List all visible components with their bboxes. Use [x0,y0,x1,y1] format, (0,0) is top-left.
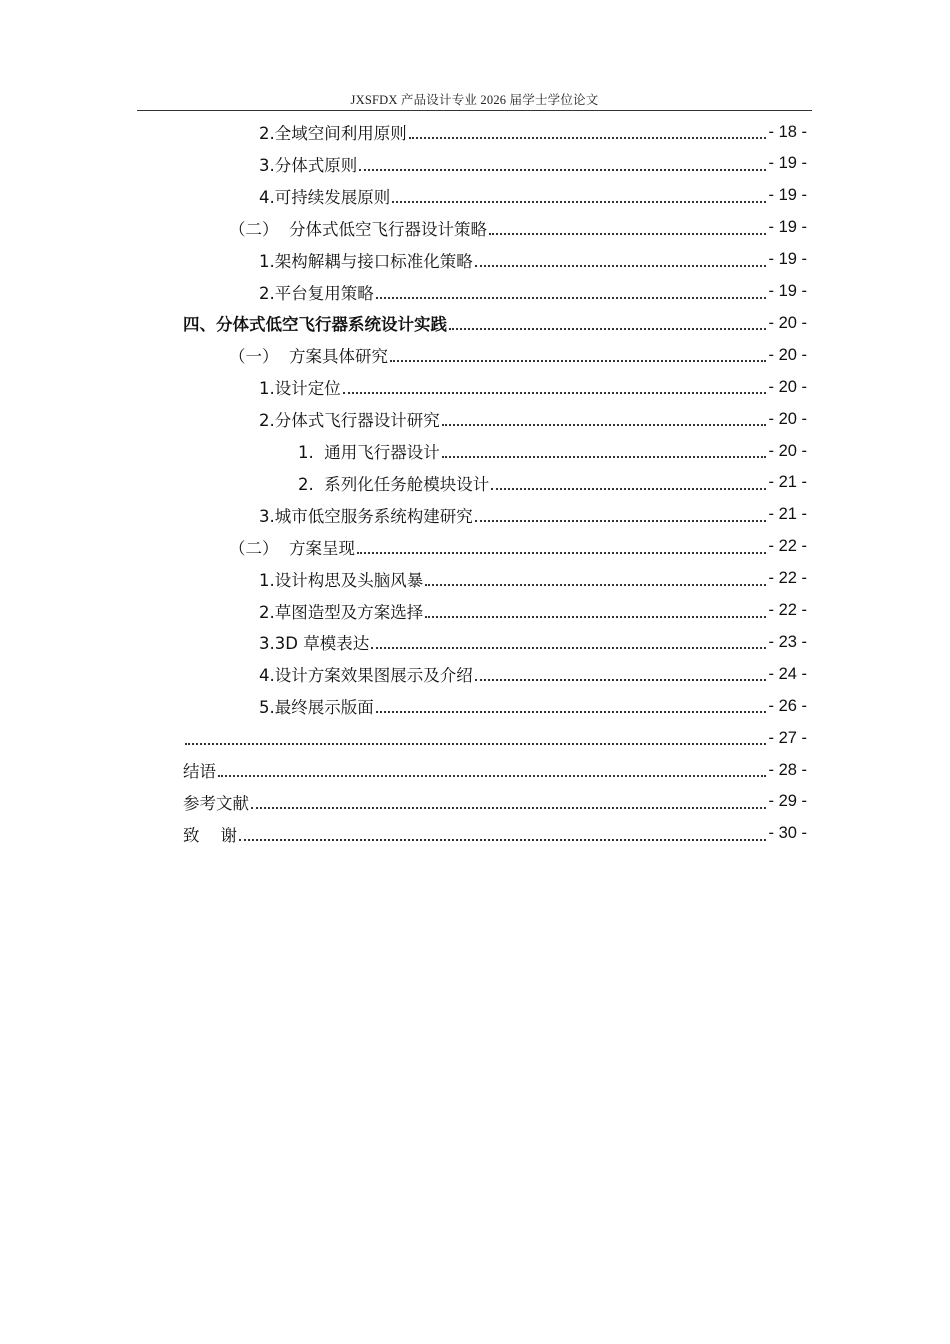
toc-entry-title: 2.平台复用策略 [259,283,374,303]
toc-dot-leader [475,679,767,681]
toc-entry[interactable] [229,212,807,244]
toc-entry-title: 2. 系列化任务舱模块设计 [298,474,490,494]
toc-entry-page: - 19 - [768,282,807,300]
toc-dot-leader [475,520,767,522]
toc-entry[interactable] [259,180,807,212]
toc-entry-page: - 26 - [768,696,807,715]
toc-entry-title: 4.设计方案效果图展示及介绍 [259,666,473,686]
toc-entry[interactable] [183,307,807,339]
toc-entry-title: 3.城市低空服务系统构建研究 [259,506,473,526]
toc-entry-page: - 22 - [768,537,807,556]
toc-entry-title: 1. 通用飞行器设计 [298,443,440,462]
toc-entry-page: - 19 - [768,250,807,269]
toc-entry-title: 2.全域空间利用原则 [259,124,407,143]
toc-entry[interactable] [259,595,807,627]
toc-entry-page: - 29 - [768,792,807,811]
toc-entry-title: 1.设计构思及头脑风暴 [259,570,424,590]
toc-entry-page: - 24 - [768,664,807,683]
toc-entry-page: - 20 - [768,345,807,364]
toc-entry-page: - 20 - [768,409,807,428]
toc-entry[interactable] [229,339,807,371]
toc-entry-title: 2.分体式飞行器设计研究 [259,411,440,431]
toc-dot-leader [218,775,766,777]
toc-entry-page: - 22 - [768,601,807,619]
toc-entry-page: - 18 - [768,122,807,141]
toc-dot-leader [449,328,766,330]
toc-entry-title: 5.最终展示版面 [259,698,374,718]
toc-entry[interactable] [259,276,807,308]
toc-entry[interactable] [229,531,807,563]
toc-dot-leader [392,201,766,203]
toc-entry-page: - 30 - [768,824,807,843]
toc-dot-leader [376,297,767,299]
toc-dot-leader [390,360,766,362]
toc-entry[interactable] [259,658,807,690]
toc-entry[interactable] [259,116,807,148]
toc-dot-leader [371,647,766,649]
toc-entry-title: 结语 [183,762,216,781]
toc-entry-page: - 19 - [768,218,807,237]
toc-entry-title: 3.3D 草模表达 [259,634,370,654]
toc-entry[interactable] [183,754,807,786]
toc-entry-title: （二） 方案呈现 [229,538,355,558]
toc-entry[interactable] [259,371,807,403]
toc-dot-leader [442,424,767,426]
toc-entry[interactable] [183,722,807,754]
toc-entry[interactable] [259,148,807,180]
toc-entry-title: 3.分体式原则 [259,155,358,175]
toc-dot-leader [442,456,767,458]
toc-dot-leader [491,488,766,490]
toc-entry-title: 四、分体式低空飞行器系统设计实践 [183,315,447,335]
toc-dot-leader [489,233,766,235]
toc-entry-title: 1.架构解耦与接口标准化策略 [259,251,473,271]
toc-entry-page: - 27 - [768,728,807,747]
toc-entry-title: （一） 方案具体研究 [229,347,388,367]
toc-dot-leader [425,616,766,618]
toc-entry[interactable] [259,626,807,658]
toc-dot-leader [185,743,766,745]
toc-entry[interactable] [259,499,807,531]
toc-dot-leader [359,169,766,171]
toc-entry-page: - 20 - [768,313,807,332]
toc-entry-title: （二） 分体式低空飞行器设计策略 [229,219,487,239]
toc-entry-page: - 21 - [768,505,807,524]
toc-entry-title: 4.可持续发展原则 [259,187,391,207]
toc-entry-title: 参考文献 [183,793,249,813]
toc-entry[interactable] [259,244,807,276]
toc-dot-leader [409,137,767,139]
toc-entry[interactable] [259,690,807,722]
toc-entry[interactable] [183,786,807,818]
toc-entry-page: - 20 - [768,441,807,460]
toc-entry-page: - 19 - [768,186,807,205]
toc-entry[interactable] [259,403,807,435]
header-rule [137,110,812,111]
toc-entry-page: - 20 - [768,377,807,396]
toc-dot-leader [357,552,766,554]
toc-entry[interactable] [183,818,807,850]
toc-dot-leader [376,711,767,713]
toc-entry[interactable] [298,435,807,467]
toc-entry[interactable] [298,467,807,499]
toc-entry-page: - 21 - [768,473,807,492]
toc-dot-leader [239,839,767,841]
toc-dot-leader [251,807,766,809]
toc-dot-leader [475,265,767,267]
toc-entry-title: 1.设计定位 [259,379,341,399]
toc-entry-title: 2.草图造型及方案选择 [259,602,424,622]
toc-entry-title: 致 谢 [183,825,237,845]
page-header: JXSFDX 产品设计专业 2026 届学士学位论文 [350,93,599,107]
toc-entry-page: - 28 - [768,760,807,779]
toc-entry-page: - 19 - [768,154,807,173]
toc-entry-page: - 22 - [768,569,807,588]
toc-entry-page: - 23 - [768,632,807,651]
toc-dot-leader [343,392,767,394]
toc-dot-leader [425,584,766,586]
toc-entry[interactable] [259,563,807,595]
